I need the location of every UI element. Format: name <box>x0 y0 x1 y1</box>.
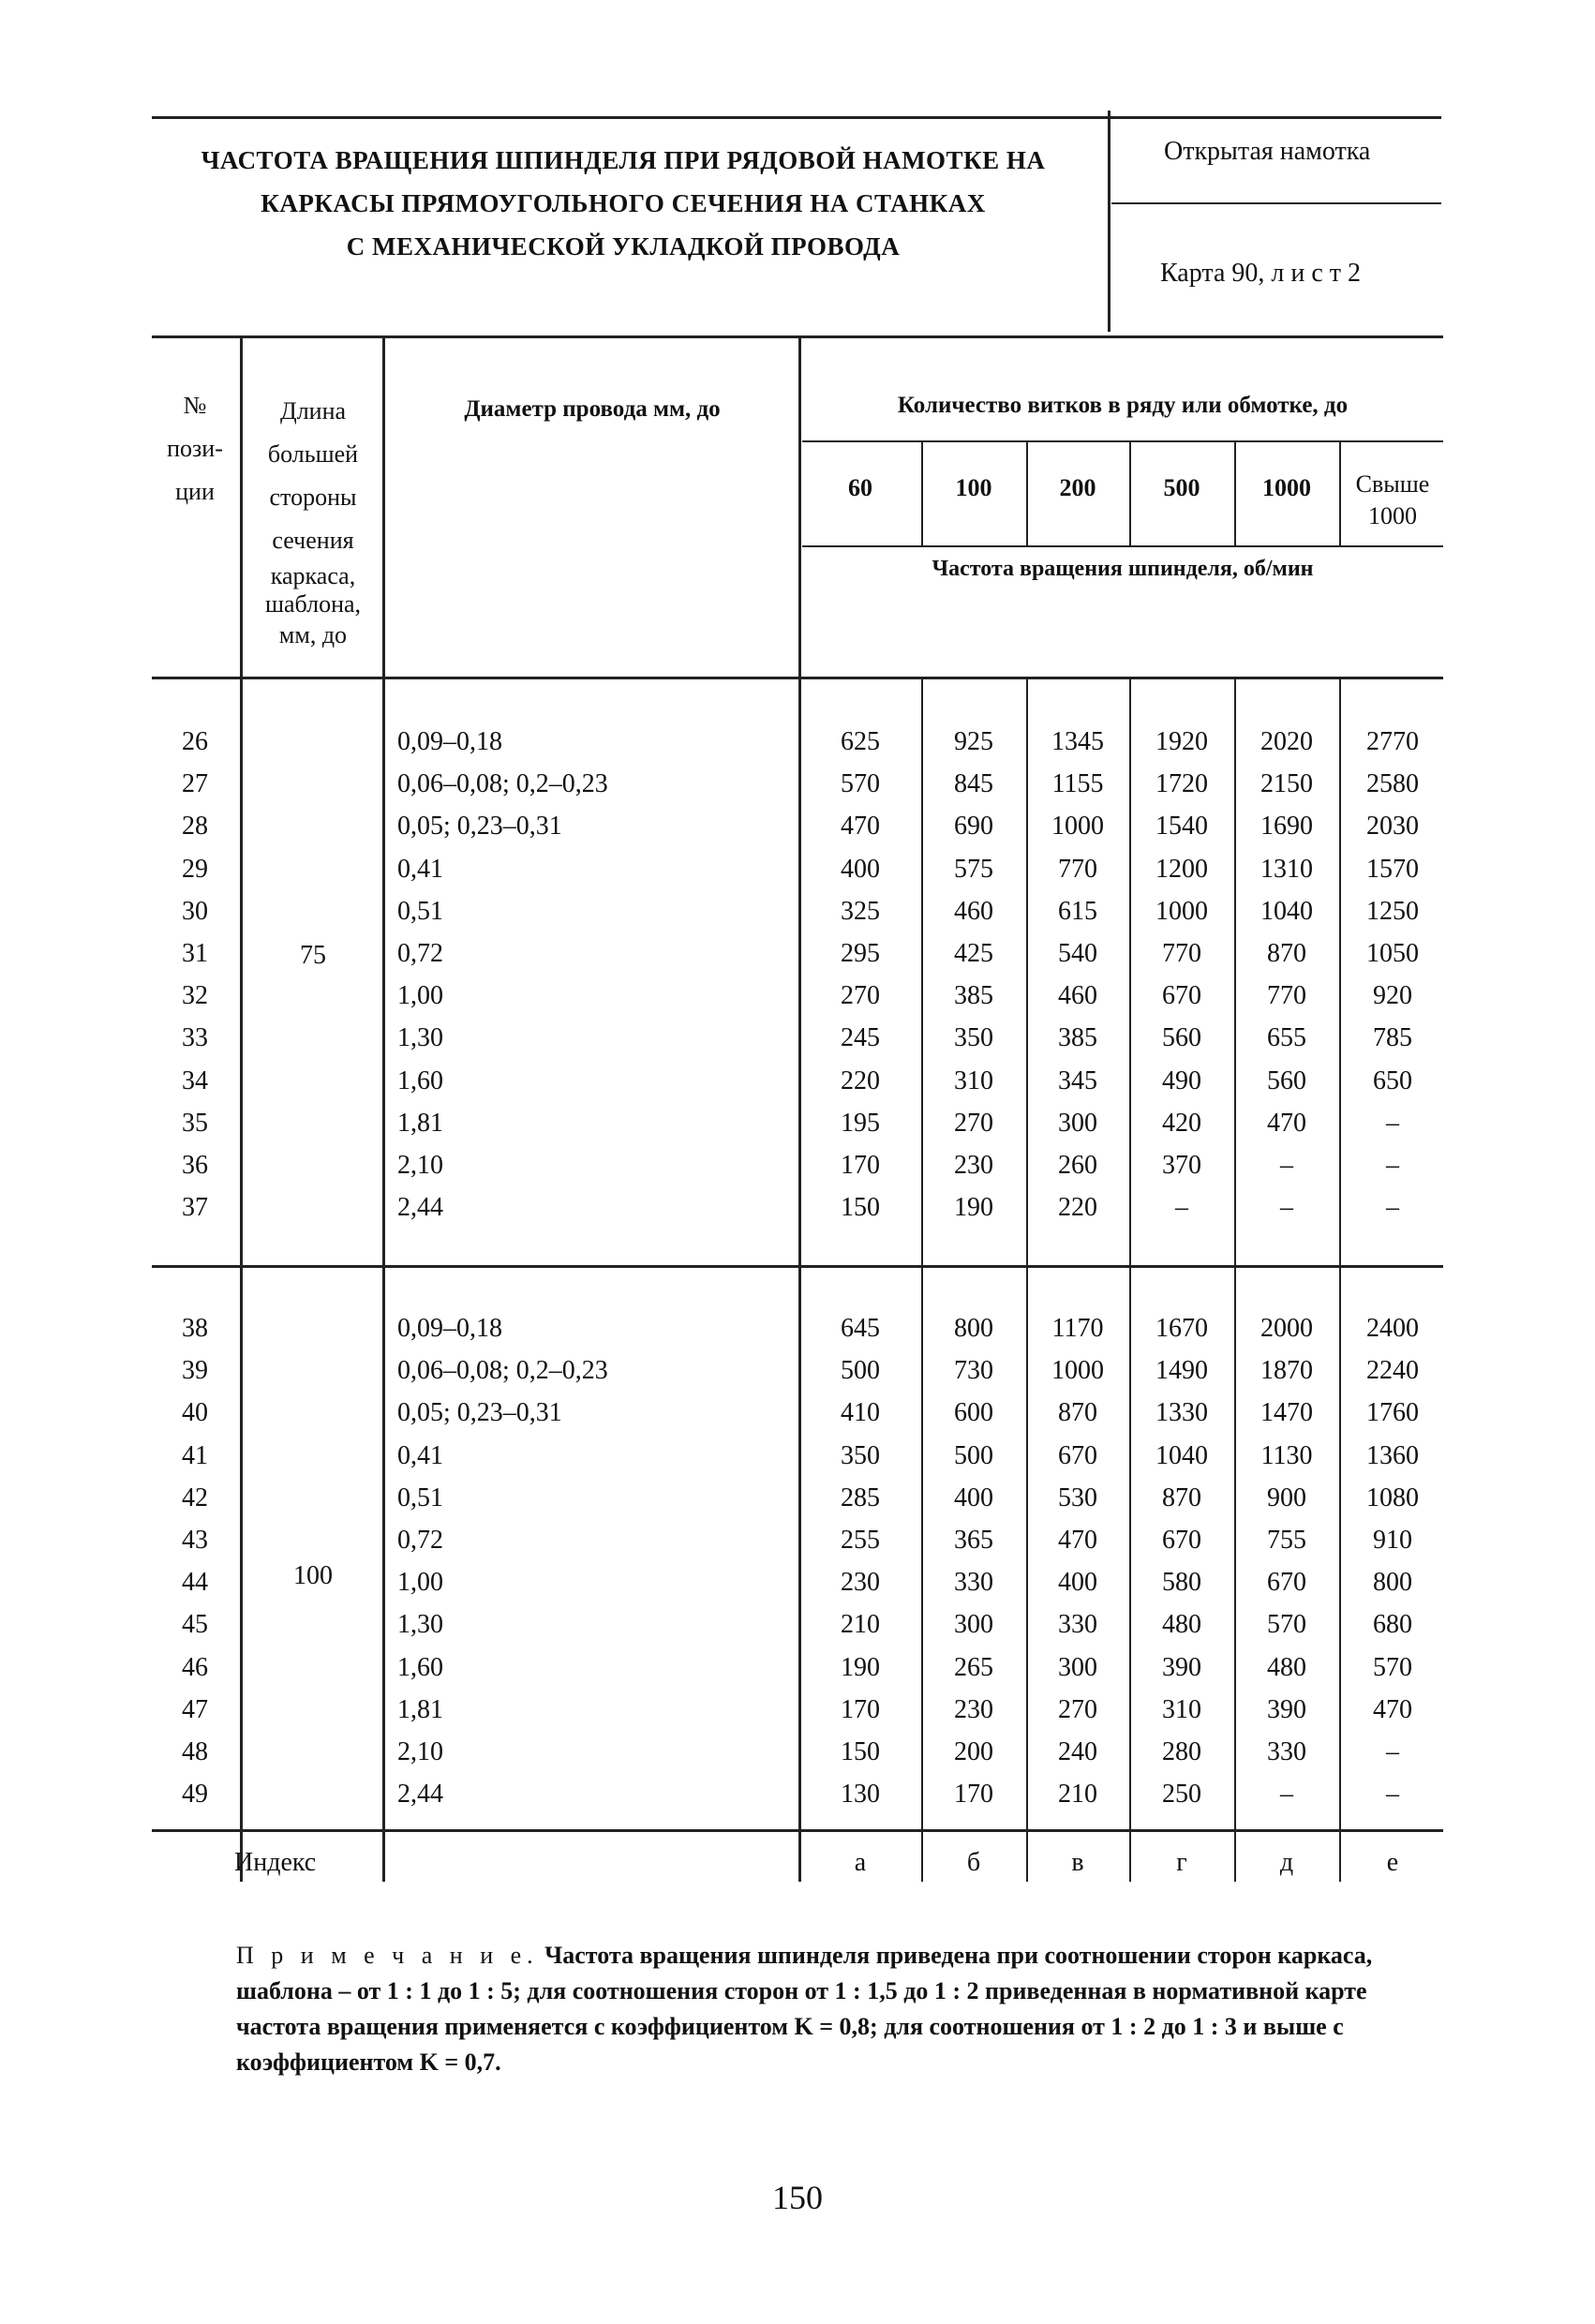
row-speed-value: 285 <box>841 1483 880 1512</box>
row-speed-value: 670 <box>1162 981 1201 1010</box>
row-position: 45 <box>182 1610 208 1639</box>
row-speed-value: 265 <box>954 1653 993 1682</box>
row-speed-value: 230 <box>954 1695 993 1724</box>
row-speed-value: – <box>1280 1151 1293 1180</box>
page-title <box>155 139 1092 268</box>
row-speed-value: 900 <box>1267 1483 1306 1512</box>
row-position: 43 <box>182 1526 208 1555</box>
row-speed-value: 270 <box>841 981 880 1010</box>
col-position-line-2: пози- <box>167 435 223 462</box>
index-letter-1: б <box>966 1848 981 1877</box>
row-speed-value: 210 <box>1058 1780 1097 1809</box>
row-speed-value: 870 <box>1162 1483 1201 1512</box>
row-speed-value: 655 <box>1267 1023 1306 1052</box>
row-speed-value: 255 <box>841 1526 880 1555</box>
row-position: 27 <box>182 769 208 798</box>
row-speed-value: 325 <box>841 897 880 926</box>
row-speed-value: 480 <box>1267 1653 1306 1682</box>
note-label: П р и м е ч а н и е. <box>236 1942 539 1969</box>
row-speed-value: – <box>1386 1193 1399 1222</box>
row-speed-value: 1130 <box>1260 1441 1313 1470</box>
row-position: 44 <box>182 1568 208 1597</box>
row-speed-value: 270 <box>1058 1695 1097 1724</box>
row-speed-value: 770 <box>1267 981 1306 1010</box>
row-diameter: 0,72 <box>397 939 443 968</box>
row-speed-value: 615 <box>1058 897 1097 926</box>
row-position: 35 <box>182 1109 208 1138</box>
row-speed-value: – <box>1386 1737 1399 1766</box>
note-text: Частота вращения шпинделя приведена при соотношении сторон каркаса, шаблона – от 1 : 1 до 1 : 5; для соотношения сторон от 1 : 1,5 до 1 : 2 приведенная в нормативной карте частота вращения применяется с коэффициентом K = 0,8; для соотношения от 1 : 2 до 1 : 3 и выше с коэффициентом K = 0,7. <box>236 1942 1373 2076</box>
row-speed-value: 400 <box>1058 1568 1097 1597</box>
row-speed-value: 670 <box>1058 1441 1097 1470</box>
col-position-header <box>152 384 238 514</box>
row-speed-value: 645 <box>841 1314 880 1343</box>
row-speed-value: 470 <box>1058 1526 1097 1555</box>
row-position: 36 <box>182 1151 208 1180</box>
row-speed-value: 1040 <box>1155 1441 1208 1470</box>
index-letter-4: д <box>1279 1848 1294 1877</box>
row-speed-value: 385 <box>954 981 993 1010</box>
row-speed-value: 245 <box>841 1023 880 1052</box>
title-line-1: ЧАСТОТА ВРАЩЕНИЯ ШПИНДЕЛЯ ПРИ РЯДОВОЙ НАМОТКЕ НА <box>201 146 1046 174</box>
row-diameter: 0,41 <box>397 1441 443 1470</box>
row-speed-value: 330 <box>1058 1610 1097 1639</box>
value-col-line-1 <box>1026 677 1028 1882</box>
row-position: 48 <box>182 1737 208 1766</box>
row-speed-value: 220 <box>1058 1193 1097 1222</box>
row-speed-value: 2240 <box>1366 1356 1419 1385</box>
row-position: 29 <box>182 855 208 884</box>
row-speed-value: 490 <box>1162 1066 1201 1095</box>
row-speed-value: 920 <box>1373 981 1412 1010</box>
winding-type: Открытая намотка <box>1164 137 1371 166</box>
turns-col-line-2 <box>1129 442 1131 547</box>
turns-value-3: 500 <box>1163 474 1200 501</box>
row-speed-value: 575 <box>954 855 993 884</box>
row-position: 46 <box>182 1653 208 1682</box>
turns-col-line-4 <box>1339 442 1341 547</box>
row-speed-value: 2150 <box>1260 769 1313 798</box>
row-speed-value: – <box>1386 1151 1399 1180</box>
value-col-line-3 <box>1234 677 1236 1882</box>
row-position: 31 <box>182 939 208 968</box>
row-speed-value: 540 <box>1058 939 1097 968</box>
row-diameter: 0,09–0,18 <box>397 1314 502 1343</box>
row-speed-value: 190 <box>954 1193 993 1222</box>
row-speed-value: 870 <box>1267 939 1306 968</box>
row-speed-value: 925 <box>954 727 993 756</box>
row-speed-value: 1345 <box>1051 727 1104 756</box>
row-speed-value: 2400 <box>1366 1314 1419 1343</box>
row-speed-value: 240 <box>1058 1737 1097 1766</box>
value-col-line-0 <box>921 677 923 1882</box>
turns-value-2: 200 <box>1059 474 1096 501</box>
turns-rule <box>802 440 1443 442</box>
row-speed-value: 1000 <box>1051 812 1104 841</box>
row-speed-value: – <box>1280 1780 1293 1809</box>
row-diameter: 1,60 <box>397 1653 443 1682</box>
row-position: 42 <box>182 1483 208 1512</box>
row-speed-value: 350 <box>841 1441 880 1470</box>
row-speed-value: 770 <box>1162 939 1201 968</box>
row-speed-value: 1000 <box>1051 1356 1104 1385</box>
row-diameter: 0,51 <box>397 897 443 926</box>
row-diameter: 0,41 <box>397 855 443 884</box>
row-speed-value: 500 <box>954 1441 993 1470</box>
row-speed-value: 480 <box>1162 1610 1201 1639</box>
col-length-line-3: стороны <box>269 484 357 511</box>
col-length-line-5: каркаса, <box>270 562 356 589</box>
turns-value-5: Свыше 1000 <box>1355 470 1430 529</box>
row-position: 33 <box>182 1023 208 1052</box>
row-speed-value: 1250 <box>1366 897 1419 926</box>
row-speed-value: 845 <box>954 769 993 798</box>
col-line-diameter <box>798 335 801 1882</box>
row-speed-value: 280 <box>1162 1737 1201 1766</box>
row-speed-value: 2030 <box>1366 812 1419 841</box>
row-speed-value: 755 <box>1267 1526 1306 1555</box>
row-speed-value: 390 <box>1267 1695 1306 1724</box>
row-speed-value: 400 <box>841 855 880 884</box>
row-speed-value: – <box>1175 1193 1188 1222</box>
row-speed-value: 2580 <box>1366 769 1419 798</box>
turns-value-0: 60 <box>848 474 872 501</box>
row-speed-value: 470 <box>841 812 880 841</box>
row-speed-value: 570 <box>1373 1653 1412 1682</box>
row-speed-value: 300 <box>1058 1653 1097 1682</box>
row-speed-value: 150 <box>841 1737 880 1766</box>
row-speed-value: 260 <box>1058 1151 1097 1180</box>
row-speed-value: 270 <box>954 1109 993 1138</box>
index-letter-2: в <box>1071 1848 1084 1877</box>
col-length-line-2: большей <box>267 440 359 468</box>
header-divider <box>1108 111 1111 332</box>
row-speed-value: 130 <box>841 1780 880 1809</box>
row-speed-value: 530 <box>1058 1483 1097 1512</box>
row-speed-value: 1170 <box>1051 1314 1104 1343</box>
col-length-line-1: Длина <box>279 397 347 425</box>
row-speed-value: 1720 <box>1155 769 1208 798</box>
row-speed-value: 1330 <box>1155 1398 1208 1427</box>
card-number: Карта 90, л и с т 2 <box>1160 259 1361 288</box>
row-diameter: 0,51 <box>397 1483 443 1512</box>
value-col-line-2 <box>1129 677 1131 1882</box>
col-length-header <box>246 390 380 652</box>
row-diameter: 2,10 <box>397 1737 443 1766</box>
note <box>236 1938 1454 2080</box>
index-label: Индекс <box>234 1848 317 1877</box>
row-speed-value: 2020 <box>1260 727 1313 756</box>
row-speed-value: 580 <box>1162 1568 1201 1597</box>
row-speed-value: 800 <box>954 1314 993 1343</box>
speed-rule <box>802 545 1443 547</box>
row-speed-value: 1920 <box>1155 727 1208 756</box>
row-speed-value: 330 <box>954 1568 993 1597</box>
row-speed-value: 310 <box>1162 1695 1201 1724</box>
col-position-line-1: № <box>183 392 207 419</box>
row-speed-value: 1870 <box>1260 1356 1313 1385</box>
row-position: 47 <box>182 1695 208 1724</box>
row-speed-value: 210 <box>841 1610 880 1639</box>
row-speed-value: 1760 <box>1366 1398 1419 1427</box>
row-speed-value: 560 <box>1267 1066 1306 1095</box>
row-speed-value: 365 <box>954 1526 993 1555</box>
row-speed-value: 1540 <box>1155 812 1208 841</box>
group-2-length: 100 <box>293 1561 333 1590</box>
row-diameter: 0,05; 0,23–0,31 <box>397 1398 562 1427</box>
row-speed-value: 1040 <box>1260 897 1313 926</box>
row-position: 37 <box>182 1193 208 1222</box>
row-speed-value: 785 <box>1373 1023 1412 1052</box>
row-speed-value: 410 <box>841 1398 880 1427</box>
row-speed-value: 310 <box>954 1066 993 1095</box>
row-speed-value: 400 <box>954 1483 993 1512</box>
group-1-length: 75 <box>300 941 326 970</box>
row-diameter: 1,30 <box>397 1023 443 1052</box>
row-speed-value: 680 <box>1373 1610 1412 1639</box>
row-speed-value: 370 <box>1162 1151 1201 1180</box>
col-line-length <box>382 335 385 1882</box>
row-speed-value: 1570 <box>1366 855 1419 884</box>
index-letter-3: г <box>1176 1848 1187 1877</box>
header-top-rule <box>152 116 1441 119</box>
row-position: 30 <box>182 897 208 926</box>
row-position: 38 <box>182 1314 208 1343</box>
row-speed-value: 570 <box>841 769 880 798</box>
row-speed-value: 1000 <box>1155 897 1208 926</box>
row-speed-value: 300 <box>954 1610 993 1639</box>
row-speed-value: 560 <box>1162 1023 1201 1052</box>
row-speed-value: 230 <box>954 1151 993 1180</box>
row-speed-value: – <box>1386 1780 1399 1809</box>
row-speed-value: 385 <box>1058 1023 1097 1052</box>
row-diameter: 1,30 <box>397 1610 443 1639</box>
row-speed-value: 800 <box>1373 1568 1412 1597</box>
row-speed-value: 1155 <box>1051 769 1104 798</box>
turns-col-line-3 <box>1234 442 1236 547</box>
row-speed-value: 570 <box>1267 1610 1306 1639</box>
row-speed-value: 1310 <box>1260 855 1313 884</box>
row-speed-value: 170 <box>841 1695 880 1724</box>
row-diameter: 2,10 <box>397 1151 443 1180</box>
row-speed-value: 195 <box>841 1109 880 1138</box>
row-speed-value: 230 <box>841 1568 880 1597</box>
row-speed-value: 625 <box>841 727 880 756</box>
row-speed-value: 420 <box>1162 1109 1201 1138</box>
row-speed-value: 150 <box>841 1193 880 1222</box>
row-diameter: 0,06–0,08; 0,2–0,23 <box>397 1356 608 1385</box>
header-bottom-rule <box>152 677 1443 679</box>
turns-col-line-1 <box>1026 442 1028 547</box>
turns-value-4: 1000 <box>1262 474 1311 501</box>
row-speed-value: – <box>1280 1193 1293 1222</box>
row-speed-value: 870 <box>1058 1398 1097 1427</box>
row-diameter: 0,09–0,18 <box>397 727 502 756</box>
row-speed-value: 1200 <box>1155 855 1208 884</box>
turns-col-line-0 <box>921 442 923 547</box>
row-position: 28 <box>182 812 208 841</box>
row-speed-value: 910 <box>1373 1526 1412 1555</box>
row-speed-value: 350 <box>954 1023 993 1052</box>
row-position: 41 <box>182 1441 208 1470</box>
row-diameter: 2,44 <box>397 1780 443 1809</box>
row-diameter: 1,81 <box>397 1695 443 1724</box>
row-speed-value: 1080 <box>1366 1483 1419 1512</box>
value-col-line-4 <box>1339 677 1341 1882</box>
row-speed-value: 425 <box>954 939 993 968</box>
row-speed-value: 170 <box>954 1780 993 1809</box>
row-speed-value: 500 <box>841 1356 880 1385</box>
col-length-line-4: сечения <box>272 527 354 554</box>
row-speed-value: 300 <box>1058 1109 1097 1138</box>
row-speed-value: 670 <box>1267 1568 1306 1597</box>
col-turns-header: Количество витков в ряду или обмотке, до <box>897 393 1349 418</box>
index-letter-5: е <box>1386 1848 1399 1877</box>
row-diameter: 2,44 <box>397 1193 443 1222</box>
row-speed-value: 390 <box>1162 1653 1201 1682</box>
row-position: 39 <box>182 1356 208 1385</box>
row-speed-value: 170 <box>841 1151 880 1180</box>
col-length-line-6: шаблона, <box>264 590 362 618</box>
row-speed-value: 470 <box>1267 1109 1306 1138</box>
header-right-rule <box>1111 202 1441 204</box>
row-position: 49 <box>182 1780 208 1809</box>
row-speed-value: 650 <box>1373 1066 1412 1095</box>
row-diameter: 1,60 <box>397 1066 443 1095</box>
row-speed-value: 295 <box>841 939 880 968</box>
title-line-3: С МЕХАНИЧЕСКОЙ УКЛАДКОЙ ПРОВОДА <box>346 232 901 261</box>
row-speed-value: 1670 <box>1155 1314 1208 1343</box>
index-letter-0: а <box>854 1848 867 1877</box>
row-speed-value: 460 <box>954 897 993 926</box>
row-speed-value: 470 <box>1373 1695 1412 1724</box>
row-speed-value: 2000 <box>1260 1314 1313 1343</box>
row-diameter: 1,81 <box>397 1109 443 1138</box>
table-top-rule <box>152 335 1443 338</box>
title-line-2: КАРКАСЫ ПРЯМОУГОЛЬНОГО СЕЧЕНИЯ НА СТАНКАХ <box>261 189 986 217</box>
col-diameter-header: Диаметр провода мм, до <box>464 396 721 422</box>
row-speed-value: 1690 <box>1260 812 1313 841</box>
row-speed-value: 600 <box>954 1398 993 1427</box>
row-speed-value: 2770 <box>1366 727 1419 756</box>
row-speed-value: 200 <box>954 1737 993 1766</box>
row-speed-value: 690 <box>954 812 993 841</box>
page-number: 150 <box>772 2179 823 2216</box>
row-speed-value: 190 <box>841 1653 880 1682</box>
row-speed-value: 250 <box>1162 1780 1201 1809</box>
row-diameter: 1,00 <box>397 981 443 1010</box>
row-diameter: 0,06–0,08; 0,2–0,23 <box>397 769 608 798</box>
row-diameter: 1,00 <box>397 1568 443 1597</box>
row-diameter: 0,05; 0,23–0,31 <box>397 812 562 841</box>
row-speed-value: 1050 <box>1366 939 1419 968</box>
row-speed-value: 670 <box>1162 1526 1201 1555</box>
row-speed-value: 770 <box>1058 855 1097 884</box>
row-position: 40 <box>182 1398 208 1427</box>
row-speed-value: 345 <box>1058 1066 1097 1095</box>
col-position-line-3: ции <box>175 478 215 505</box>
row-speed-value: – <box>1386 1109 1399 1138</box>
row-speed-value: 220 <box>841 1066 880 1095</box>
col-line-position <box>240 335 243 1882</box>
row-speed-value: 730 <box>954 1356 993 1385</box>
row-speed-value: 1470 <box>1260 1398 1313 1427</box>
row-speed-value: 460 <box>1058 981 1097 1010</box>
row-position: 26 <box>182 727 208 756</box>
row-diameter: 0,72 <box>397 1526 443 1555</box>
row-speed-value: 1490 <box>1155 1356 1208 1385</box>
row-speed-value: 330 <box>1267 1737 1306 1766</box>
col-length-line-7: мм, до <box>278 621 348 648</box>
row-position: 34 <box>182 1066 208 1095</box>
row-position: 32 <box>182 981 208 1010</box>
speed-label: Частота вращения шпинделя, об/мин <box>932 557 1314 581</box>
group-separator <box>152 1265 1443 1268</box>
table-bottom-rule <box>152 1829 1443 1832</box>
turns-value-1: 100 <box>955 474 992 501</box>
row-speed-value: 1360 <box>1366 1441 1419 1470</box>
